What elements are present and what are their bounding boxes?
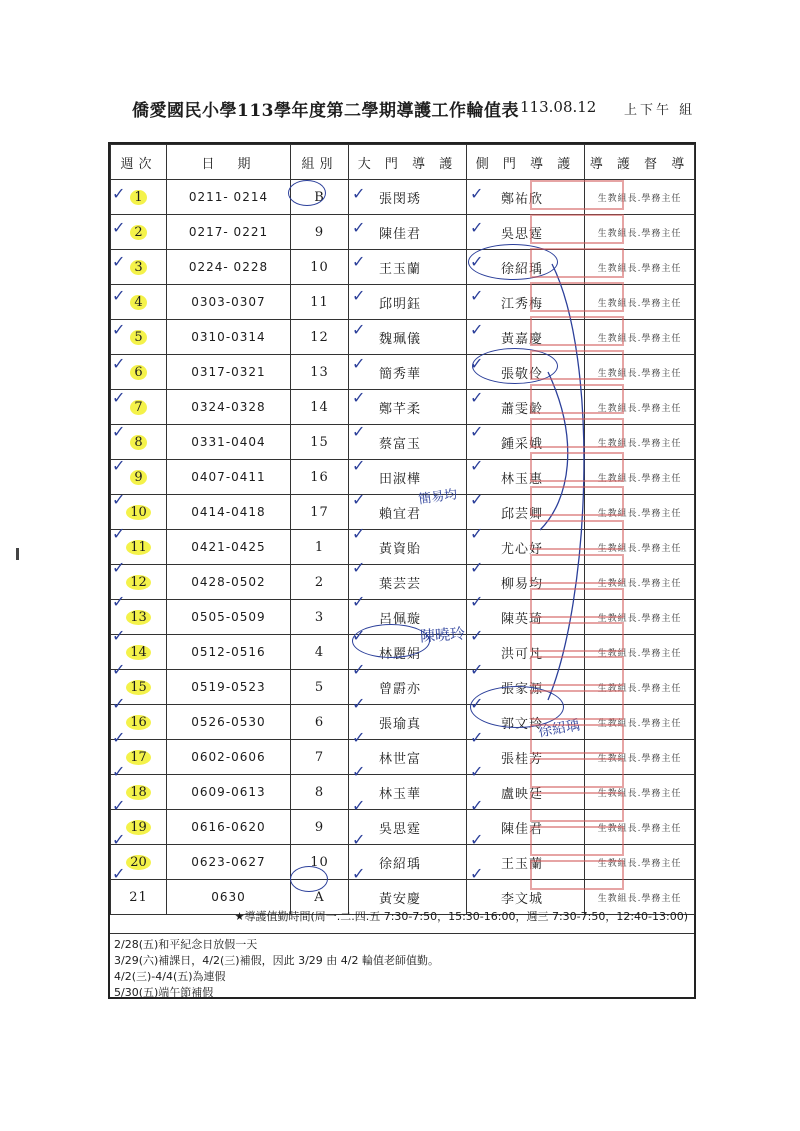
scan-mark [16,548,19,560]
check-mark-side-gate: ✓ [470,728,484,747]
supervisor-cell-text: 生教組長.學務主任 [597,858,682,869]
week-cell-text: 6 [130,365,146,380]
check-mark-side-gate: ✓ [470,660,484,679]
week-cell-text: 21 [129,889,148,905]
side-gate-cell-text: 鄭祐欣 [501,191,544,207]
supervisor-cell-text: 生教組長.學務主任 [597,193,682,204]
side-gate-cell-text: 吳思霆 [501,226,544,242]
approval-stamp [530,384,624,414]
check-mark-week: ✓ [112,286,126,305]
main-gate-cell-text: 王玉蘭 [379,261,422,277]
document-title: 僑愛國民小學113學年度第二學期導護工作輪值表 [132,101,519,121]
check-mark-side-gate: ✓ [470,694,484,713]
approval-stamp [530,418,624,448]
supervisor-cell-text: 生教組長.學務主任 [597,298,682,309]
check-mark-main-gate: ✓ [352,864,366,883]
supervisor-cell-text: 生教組長.學務主任 [597,788,682,799]
check-mark-main-gate: ✓ [352,286,366,305]
dates-cell-text: 0310-0314 [191,330,266,344]
approval-stamp [530,724,624,754]
main-gate-cell-text: 徐紹瑀 [379,856,422,872]
approval-stamp [530,622,624,652]
week-cell-text: 5 [130,330,146,345]
approval-stamp [530,826,624,856]
side-gate-cell-text: 張敬伶 [501,366,544,382]
check-mark-main-gate: ✓ [352,830,366,849]
dates-cell-text: 0211- 0214 [188,190,269,204]
dates-cell-text: 0623-0627 [191,855,266,869]
check-mark-side-gate: ✓ [470,218,484,237]
check-mark-main-gate: ✓ [352,558,366,577]
side-gate-cell-text: 陳英琦 [501,611,544,627]
approval-stamp [530,588,624,618]
approval-stamp [530,860,624,890]
main-gate-cell-text: 林麗娟 [379,646,422,662]
check-mark-week: ✓ [112,728,126,747]
check-mark-main-gate: ✓ [352,524,366,543]
dates-cell-text: 0526-0530 [191,715,266,729]
dates-cell-text: 0609-0613 [191,785,266,799]
main-gate-cell-text: 葉芸芸 [379,576,422,592]
group-cell-text: 3 [314,609,325,625]
main-gate-cell-text: 林玉華 [379,786,422,802]
supervisor-cell-text: 生教組長.學務主任 [597,368,682,379]
note-line: 4/2(三)-4/4(五)為連假 [114,970,226,983]
supervisor-cell-text: 生教組長.學務主任 [597,508,682,519]
check-mark-week: ✓ [112,830,126,849]
dates-cell-text: 0519-0523 [191,680,266,694]
group-cell-text: 9 [314,819,325,835]
main-gate-cell-text: 張瑜真 [379,716,422,732]
note-line: 5/30(五)端午節補假 [114,986,214,999]
check-mark-week: ✓ [112,864,126,883]
dates-cell-text: 0324-0328 [191,400,266,414]
week-cell-text: 17 [126,750,151,765]
check-mark-week: ✓ [112,762,126,781]
group-cell-text: 10 [310,854,329,870]
check-mark-side-gate: ✓ [470,830,484,849]
check-mark-week: ✓ [112,320,126,339]
main-gate-cell-text: 曾霨亦 [379,681,422,697]
approval-stamp [530,248,624,278]
supervisor-cell-text: 生教組長.學務主任 [597,683,682,694]
week-cell-text: 7 [130,400,146,415]
side-gate-cell-text: 尤心妤 [501,541,544,557]
check-mark-week: ✓ [112,660,126,679]
check-mark-main-gate: ✓ [352,354,366,373]
side-gate-cell-text: 邱芸卿 [501,506,544,522]
dates-cell-text: 0505-0509 [191,610,266,624]
approval-stamp [530,486,624,516]
approval-stamp [530,758,624,788]
check-mark-side-gate: ✓ [470,490,484,509]
col-header-main-gate: 大 門 導 護 [349,145,467,180]
check-mark-main-gate: ✓ [352,592,366,611]
check-mark-side-gate: ✓ [470,354,484,373]
approval-stamp [530,656,624,686]
main-gate-cell-text: 邱明鈺 [379,296,422,312]
check-mark-week: ✓ [112,354,126,373]
check-mark-main-gate: ✓ [352,184,366,203]
col-header-side-gate: 側 門 導 護 [467,145,585,180]
note-line: 3/29(六)補課日，4/2(三)補假，因此 3/29 由 4/2 輪值老師值勤。 [114,954,439,967]
group-cell-text: A [314,889,325,905]
approval-stamp [530,180,624,210]
col-header-group: 組別 [291,145,349,180]
check-mark-main-gate: ✓ [352,456,366,475]
approval-stamp [530,214,624,244]
check-mark-side-gate: ✓ [470,626,484,645]
supervisor-cell-text: 生教組長.學務主任 [597,648,682,659]
check-mark-week: ✓ [112,184,126,203]
week-cell-text: 15 [126,680,151,695]
check-mark-main-gate: ✓ [352,422,366,441]
main-gate-cell-text: 吳思霆 [379,821,422,837]
check-mark-side-gate: ✓ [470,524,484,543]
approval-stamp [530,316,624,346]
check-mark-side-gate: ✓ [470,558,484,577]
dates-cell-text: 0407-0411 [191,470,266,484]
supervisor-cell-text: 生教組長.學務主任 [597,333,682,344]
check-mark-side-gate: ✓ [470,184,484,203]
supervisor-cell-text: 生教組長.學務主任 [597,263,682,274]
group-cell-text: 4 [314,644,325,660]
check-mark-side-gate: ✓ [470,456,484,475]
side-gate-cell-text: 王玉蘭 [501,856,544,872]
group-cell-text: 8 [314,784,325,800]
dates-cell-text: 0421-0425 [191,540,266,554]
week-cell-text: 18 [126,785,151,800]
main-gate-cell-text: 張閔琇 [379,191,422,207]
supervisor-cell-text: 生教組長.學務主任 [597,753,682,764]
dates-cell-text: 0428-0502 [191,575,266,589]
dates-cell-text: 0512-0516 [191,645,266,659]
week-cell-text: 3 [130,260,146,275]
dates-cell-text: 0317-0321 [191,365,266,379]
check-mark-main-gate: ✓ [352,388,366,407]
ampm-group-label: 上下午 組 [624,103,696,118]
dates-cell-text: 0414-0418 [191,505,266,519]
main-gate-cell-text: 黃安慶 [379,891,422,907]
side-gate-cell-text: 盧映廷 [501,786,544,802]
approval-stamp [530,792,624,822]
dates-cell-text: 0602-0606 [191,750,266,764]
approval-stamp [530,452,624,482]
check-mark-side-gate: ✓ [470,864,484,883]
side-gate-cell-text: 鍾采娥 [501,436,544,452]
side-gate-cell-text: 林玉惠 [501,471,544,487]
dates-cell-text: 0217- 0221 [188,225,269,239]
supervisor-cell-text: 生教組長.學務主任 [597,403,682,414]
side-gate-cell-text: 洪可凡 [501,646,544,662]
week-cell-text: 12 [126,575,151,590]
side-gate-cell-text: 李文城 [501,891,544,907]
dates-cell-text: 0331-0404 [191,435,266,449]
check-mark-week: ✓ [112,422,126,441]
handwritten-note-row17: 徐紹瑀 [537,717,582,741]
check-mark-main-gate: ✓ [352,626,366,645]
dates-cell-text: 0303-0307 [191,295,266,309]
week-cell-text: 16 [126,715,151,730]
approval-stamp [530,282,624,312]
check-mark-side-gate: ✓ [470,320,484,339]
side-gate-cell-text: 徐紹瑀 [501,261,544,277]
dates-cell-text: 0630 [211,890,246,904]
week-cell-text: 11 [126,540,151,555]
duty-hours-text: ★導護值勤時間(周一.二.四.五 7:30-7:50，15:30-16:00，週三 7:30-7:50，12:40-13:00) [234,910,688,923]
side-gate-cell-text: 蕭雯齡 [501,401,544,417]
supervisor-cell-text: 生教組長.學務主任 [597,718,682,729]
main-gate-cell-text: 簡秀華 [379,366,422,382]
side-gate-cell-text: 郭文玲 [501,716,544,732]
supervisor-cell-text: 生教組長.學務主任 [597,893,682,904]
check-mark-side-gate: ✓ [470,422,484,441]
main-gate-cell-text: 黃資貽 [379,541,422,557]
check-mark-week: ✓ [112,252,126,271]
main-gate-cell-text: 陳佳君 [379,226,422,242]
group-cell-text: 12 [310,329,329,345]
check-mark-main-gate: ✓ [352,694,366,713]
check-mark-main-gate: ✓ [352,660,366,679]
main-gate-cell-text: 鄭芊柔 [379,401,422,417]
group-cell-text: 14 [310,399,329,415]
week-cell-text: 8 [130,435,146,450]
handwritten-note-row14: 陳曉玲 [419,624,466,646]
week-cell-text: 19 [126,820,151,835]
group-cell-text: 2 [314,574,325,590]
group-cell-text: 10 [310,259,329,275]
side-gate-cell-text: 張家源 [501,681,544,697]
approval-stamp [530,554,624,584]
group-cell-text: 9 [314,224,325,240]
check-mark-main-gate: ✓ [352,320,366,339]
week-cell-text: 1 [130,190,146,205]
week-cell-text: 13 [126,610,151,625]
week-cell-text: 20 [126,855,151,870]
check-mark-week: ✓ [112,626,126,645]
supervisor-cell-text: 生教組長.學務主任 [597,823,682,834]
check-mark-week: ✓ [112,694,126,713]
supervisor-cell-text: 生教組長.學務主任 [597,613,682,624]
check-mark-week: ✓ [112,558,126,577]
check-mark-side-gate: ✓ [470,592,484,611]
group-cell-text: B [314,189,325,205]
note-line: 2/28(五)和平紀念日放假一天 [114,938,258,951]
col-header-supervisor: 導 護 督 導 [585,145,695,180]
supervisor-cell-text: 生教組長.學務主任 [597,228,682,239]
check-mark-main-gate: ✓ [352,490,366,509]
main-gate-cell-text: 魏珮儀 [379,331,422,347]
approval-stamp [530,350,624,380]
side-gate-cell-text: 黃嘉慶 [501,331,544,347]
supervisor-cell-text: 生教組長.學務主任 [597,578,682,589]
main-gate-cell-text: 林世富 [379,751,422,767]
check-mark-week: ✓ [112,592,126,611]
check-mark-side-gate: ✓ [470,388,484,407]
check-mark-main-gate: ✓ [352,762,366,781]
check-mark-main-gate: ✓ [352,728,366,747]
main-gate-cell-text: 蔡富玉 [379,436,422,452]
group-cell-text: 6 [314,714,325,730]
dates-cell-text: 0224- 0228 [188,260,269,274]
check-mark-week: ✓ [112,490,126,509]
check-mark-main-gate: ✓ [352,218,366,237]
supervisor-cell-text: 生教組長.學務主任 [597,543,682,554]
group-cell-text: 17 [310,504,329,520]
side-gate-cell-text: 江秀梅 [501,296,544,312]
group-cell-text: 1 [314,539,325,555]
week-cell-text: 10 [126,505,151,520]
side-gate-cell-text: 陳佳君 [501,821,544,837]
check-mark-week: ✓ [112,524,126,543]
group-cell-text: 15 [310,434,329,450]
week-cell-text: 9 [130,470,146,485]
handwritten-note-row10: 簡易均 [417,487,459,508]
group-cell-text: 5 [314,679,325,695]
supervisor-cell-text: 生教組長.學務主任 [597,473,682,484]
col-header-dates: 日 期 [167,145,291,180]
check-mark-week: ✓ [112,796,126,815]
document-date: 113.08.12 [520,98,597,116]
check-mark-week: ✓ [112,388,126,407]
check-mark-side-gate: ✓ [470,796,484,815]
group-cell-text: 16 [310,469,329,485]
col-header-week: 週次 [111,145,167,180]
check-mark-side-gate: ✓ [470,252,484,271]
approval-stamp [530,690,624,720]
week-cell-text: 14 [126,645,151,660]
group-cell-text: 11 [310,294,329,310]
group-cell-text: 13 [310,364,329,380]
side-gate-cell-text: 柳易均 [501,576,544,592]
week-cell-text: 4 [130,295,146,310]
main-gate-cell-text: 呂佩璇 [379,611,422,627]
check-mark-main-gate: ✓ [352,252,366,271]
check-mark-main-gate: ✓ [352,796,366,815]
check-mark-week: ✓ [112,456,126,475]
side-gate-cell-text: 張桂芳 [501,751,544,767]
check-mark-side-gate: ✓ [470,286,484,305]
check-mark-side-gate: ✓ [470,762,484,781]
main-gate-cell-text: 賴宜君 [379,506,422,522]
week-cell-text: 2 [130,225,146,240]
main-gate-cell-text: 田淑樺 [379,471,422,487]
supervisor-cell-text: 生教組長.學務主任 [597,438,682,449]
dates-cell-text: 0616-0620 [191,820,266,834]
group-cell-text: 7 [314,749,325,765]
check-mark-week: ✓ [112,218,126,237]
approval-stamp [530,520,624,550]
